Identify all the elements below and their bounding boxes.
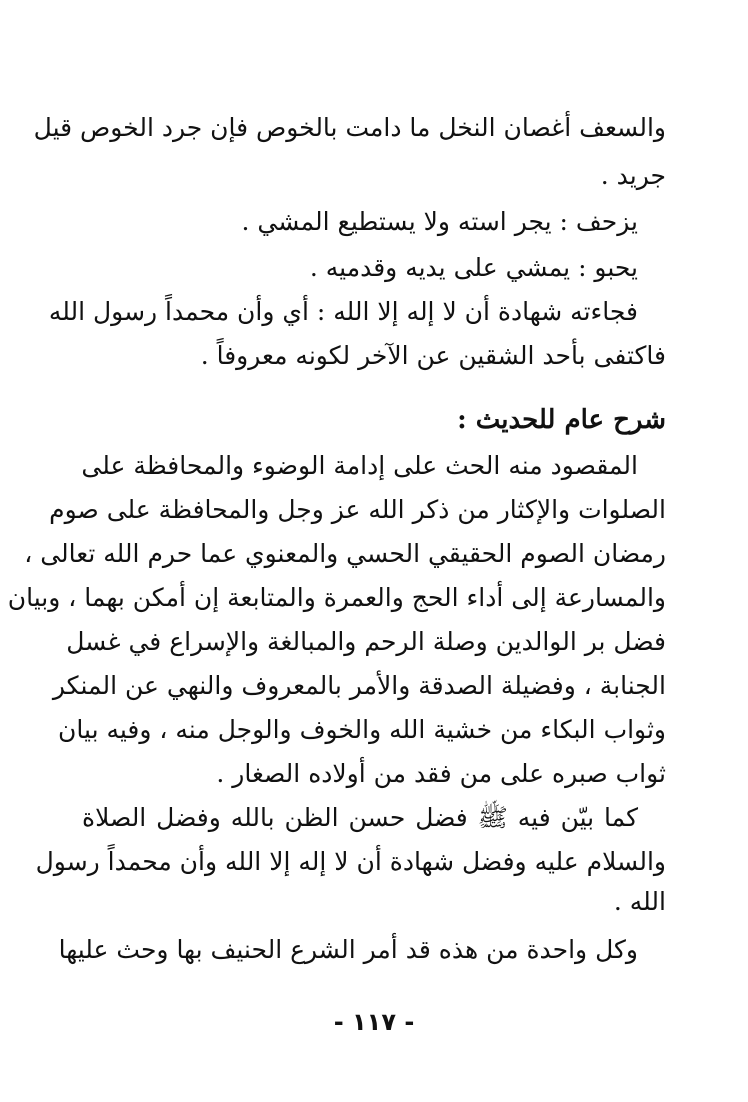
- paragraph-line: كما بيّن فيه ﷺ فضل حسن الظن بالله وفضل الصلاة: [82, 803, 638, 832]
- paragraph-line: ثواب صبره على من فقد من أولاده الصغار .: [216, 759, 666, 788]
- page-number: - ١١٧ -: [333, 1008, 415, 1036]
- paragraph-line: المقصود منه الحث على إدامة الوضوء والمحافظة على: [81, 451, 638, 480]
- paragraph-line: والمسارعة إلى أداء الحج والعمرة والمتابعة إن أمكن بهما ، وبيان: [7, 583, 666, 612]
- paragraph-line: فضل بر الوالدين وصلة الرحم والمبالغة والإسراع في غسل: [66, 627, 666, 656]
- paragraph-line: الله .: [613, 887, 666, 916]
- glossary-entry-yazhaf: يزحف : يجر استه ولا يستطيع المشي .: [241, 207, 638, 236]
- paragraph-line: وكل واحدة من هذه قد أمر الشرع الحنيف بها وحث عليها: [58, 935, 638, 964]
- paragraph-line: وثواب البكاء من خشية الله والخوف والوجل منه ، وفيه بيان: [58, 715, 666, 744]
- paragraph-line: الجنابة ، وفضيلة الصدقة والأمر بالمعروف والنهي عن المنكر: [52, 671, 666, 700]
- glossary-line: والسعف أغصان النخل ما دامت بالخوص فإن جرد الخوص قيل: [33, 113, 666, 142]
- glossary-entry-shahada: فجاءته شهادة أن لا إله إلا الله : أي وأن محمداً رسول الله: [48, 297, 638, 326]
- glossary-entry-yahbu: يحبو : يمشي على يديه وقدميه .: [309, 253, 638, 282]
- paragraph-line: والسلام عليه وفضل شهادة أن لا إله إلا الله وأن محمداً رسول: [35, 847, 666, 876]
- glossary-line: جريد .: [600, 161, 666, 190]
- paragraph-line: رمضان الصوم الحقيقي الحسي والمعنوي عما حرم الله تعالى ،: [24, 539, 666, 568]
- glossary-line: فاكتفى بأحد الشقين عن الآخر لكونه معروفاً .: [200, 341, 666, 370]
- section-heading: شرح عام للحديث :: [457, 405, 666, 435]
- paragraph-line: الصلوات والإكثار من ذكر الله عز وجل والمحافظة على صوم: [49, 495, 666, 524]
